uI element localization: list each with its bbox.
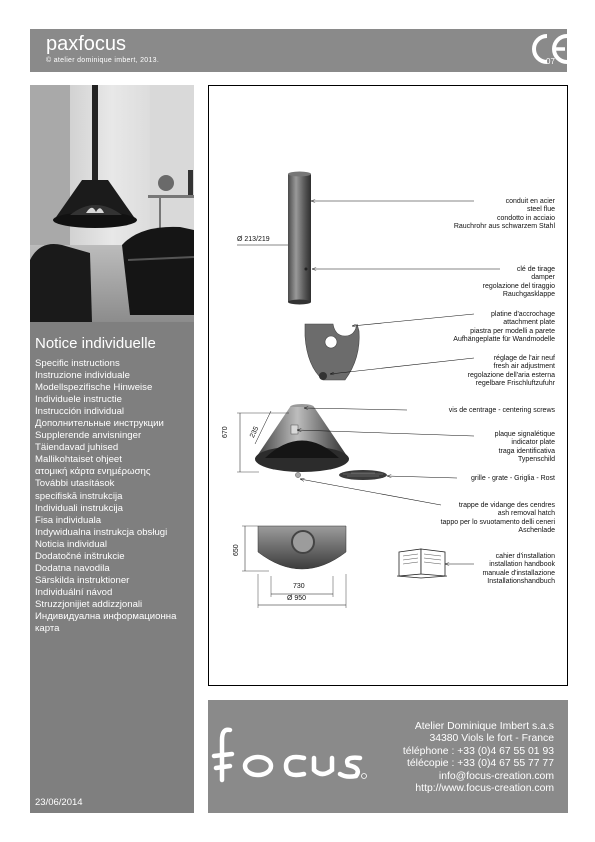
list-item: ατομική κάρτα ενημέρωσης — [35, 466, 151, 478]
label-indicator-plate: plaque signalétique indicator plate traga identificativa Typenschild — [494, 431, 555, 463]
list-item: карта — [35, 623, 60, 635]
company-name: Atelier Dominique Imbert s.a.s — [414, 721, 554, 732]
steel-flue — [288, 172, 311, 305]
list-item: Dodatočné inštrukcie — [35, 550, 125, 562]
website-link[interactable]: http://www.focus-creation.com — [415, 783, 554, 795]
list-item: Индивидуална информационна — [35, 610, 177, 622]
company-address — [403, 721, 554, 795]
label-grate: grille - grate - Griglia - Rost — [470, 475, 555, 482]
list-item: Särskilda instruktioner — [35, 574, 130, 586]
dimension-flue-diameter: Ø 213/219 — [237, 236, 270, 243]
list-item: Indywidualna instrukcja obsługi — [35, 526, 168, 538]
list-item: Modellspezifische Hinweise — [35, 382, 153, 394]
list-item: Individuali instrukcija — [35, 502, 123, 514]
list-item: Struzzjonijiet addizzjonali — [35, 598, 143, 610]
label-attachment-plate: platine d'accrochage attachment plate piastra per modelli a parete Aufhängeplatte für Wandmodelle — [453, 311, 555, 343]
list-item: Täiendavad juhised — [35, 442, 119, 454]
list-item: Mallikohtaiset ohjeet — [35, 454, 122, 466]
dimension-opening-width: 730 — [293, 583, 305, 590]
footer-contact — [208, 700, 568, 813]
label-damper: clé de tirage damper regolazione del tiraggio Rauchgasklappe — [482, 266, 555, 298]
label-installation-handbook: cahier d'installation installation handbook manuale d'installazione Installationshandbuch — [482, 553, 555, 585]
list-item: Instrucción individual — [35, 406, 125, 418]
fax-number: télécopie : +33 (0)4 67 55 77 77 — [406, 758, 554, 770]
language-list — [35, 358, 193, 635]
list-item: Дополнительные инструкции — [35, 418, 164, 430]
document-date: 23/06/2014 — [35, 797, 83, 808]
focus-logo — [210, 718, 370, 788]
fireplace-photo — [30, 85, 194, 322]
fireplace-bottom-view — [258, 526, 346, 569]
parts-diagram — [208, 85, 568, 686]
list-item: Individuele instructie — [35, 394, 122, 406]
list-item: Fisa individuala — [35, 514, 102, 526]
installation-handbook-icon — [397, 549, 447, 578]
header-bar — [30, 29, 567, 72]
list-item: Specific instructions — [35, 358, 120, 369]
email-link[interactable]: info@focus-creation.com — [438, 770, 554, 782]
label-centering-screws: vis de centrage - centering screws — [448, 407, 555, 414]
product-title: paxfocus — [46, 33, 127, 55]
dimension-height-opening: 235 — [249, 425, 261, 440]
ce-number: 07 — [546, 57, 555, 66]
list-item: Dodatna navodila — [35, 562, 110, 574]
label-ash-hatch: trappe de vidange des cendres ash removal hatch tappo per lo svuotamento delli ceneri Aschenlade — [440, 502, 555, 534]
list-item: További utasítások — [35, 478, 115, 490]
list-item: Noticia individual — [35, 538, 107, 550]
dimension-height-cone: 670 — [222, 426, 229, 438]
list-item: Supplerende anvisninger — [35, 430, 142, 442]
dimension-diameter: Ø 950 — [287, 595, 307, 602]
list-item: specifiskā instrukcija — [35, 490, 123, 502]
list-item: Individuální návod — [35, 586, 113, 598]
notice-title: Notice individuelle — [35, 335, 156, 352]
phone-number: téléphone : +33 (0)4 67 55 01 93 — [402, 745, 554, 757]
label-fresh-air: réglage de l'air neuf fresh air adjustment regolazione dell'aria esterna regelbare Frischluftzufuhr — [467, 355, 555, 387]
dimension-depth: 650 — [233, 544, 240, 556]
grate — [339, 470, 387, 480]
postal-address: 34380 Viols le fort - France — [429, 733, 554, 745]
label-steel-flue: conduit en acier steel flue condotto in acciaio Rauchrohr aus schwarzem Stahl — [453, 198, 555, 230]
copyright-text: © atelier dominique imbert, 2013. — [46, 57, 160, 64]
list-item: Instruzione individuale — [35, 370, 130, 382]
sidebar — [30, 85, 194, 813]
